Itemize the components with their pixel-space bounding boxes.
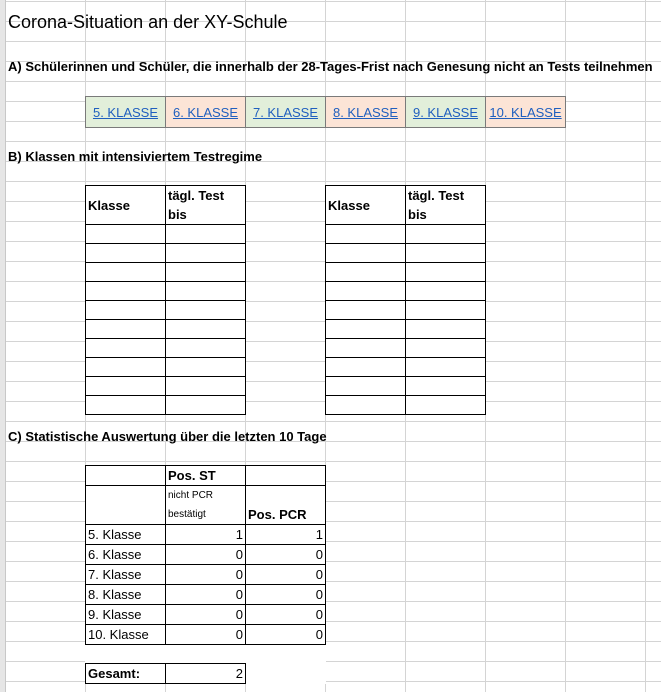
table-row bbox=[326, 396, 486, 415]
table-row bbox=[86, 358, 246, 377]
cell[interactable] bbox=[86, 320, 166, 339]
cell[interactable] bbox=[326, 282, 406, 301]
table-row bbox=[86, 525, 326, 545]
link-7-klasse[interactable]: 7. KLASSE bbox=[246, 97, 326, 127]
table-row bbox=[86, 282, 246, 301]
header-pos-st: Pos. ST bbox=[166, 466, 246, 486]
pos-pcr-value[interactable]: 0 bbox=[246, 625, 326, 645]
pos-st-value[interactable]: 0 bbox=[166, 565, 246, 585]
table-row bbox=[86, 585, 326, 605]
testregime-table-right bbox=[325, 185, 486, 415]
table-row bbox=[326, 339, 486, 358]
cell[interactable] bbox=[406, 244, 486, 263]
cell[interactable] bbox=[166, 320, 246, 339]
header-pos-pcr: Pos. PCR bbox=[246, 486, 326, 525]
cell[interactable] bbox=[166, 377, 246, 396]
link-10-klasse[interactable]: 10. KLASSE bbox=[486, 97, 565, 127]
row-label: 10. Klasse bbox=[86, 625, 166, 645]
header-test-bis: tägl. Test bis bbox=[406, 186, 486, 225]
cell[interactable] bbox=[166, 225, 246, 244]
table-row bbox=[326, 263, 486, 282]
statistics-table bbox=[85, 465, 326, 684]
cell[interactable] bbox=[86, 263, 166, 282]
pos-pcr-value[interactable]: 0 bbox=[246, 565, 326, 585]
cell[interactable] bbox=[166, 339, 246, 358]
spacer-row bbox=[86, 645, 326, 664]
class-links-bar bbox=[85, 96, 566, 128]
cell[interactable] bbox=[166, 282, 246, 301]
cell[interactable] bbox=[166, 244, 246, 263]
table-row bbox=[86, 565, 326, 585]
table-header-row bbox=[326, 186, 486, 225]
cell[interactable] bbox=[326, 301, 406, 320]
cell[interactable] bbox=[326, 339, 406, 358]
pos-st-value[interactable]: 0 bbox=[166, 545, 246, 565]
table-row bbox=[86, 339, 246, 358]
row-header-strip bbox=[0, 0, 6, 692]
pos-st-value[interactable]: 0 bbox=[166, 605, 246, 625]
table-row bbox=[326, 301, 486, 320]
row-label: 6. Klasse bbox=[86, 545, 166, 565]
total-value[interactable]: 2 bbox=[166, 664, 246, 684]
total-row bbox=[86, 664, 326, 684]
link-6-klasse[interactable]: 6. KLASSE bbox=[166, 97, 246, 127]
total-label: Gesamt: bbox=[86, 664, 166, 684]
table-subheader-row bbox=[86, 486, 326, 525]
header-klasse: Klasse bbox=[86, 186, 166, 225]
cell[interactable] bbox=[86, 377, 166, 396]
pos-st-value[interactable]: 0 bbox=[166, 585, 246, 605]
cell[interactable] bbox=[326, 377, 406, 396]
empty-header-cell bbox=[246, 466, 326, 486]
row-label: 9. Klasse bbox=[86, 605, 166, 625]
table-row bbox=[326, 244, 486, 263]
header-klasse: Klasse bbox=[326, 186, 406, 225]
page-title: Corona-Situation an der XY-Schule bbox=[8, 12, 288, 32]
table-row bbox=[326, 377, 486, 396]
table-row bbox=[86, 625, 326, 645]
table-header-row bbox=[86, 186, 246, 225]
link-8-klasse[interactable]: 8. KLASSE bbox=[326, 97, 406, 127]
cell[interactable] bbox=[326, 244, 406, 263]
pos-pcr-value[interactable]: 0 bbox=[246, 605, 326, 625]
cell[interactable] bbox=[406, 396, 486, 415]
cell[interactable] bbox=[86, 282, 166, 301]
cell[interactable] bbox=[326, 358, 406, 377]
table-row bbox=[326, 282, 486, 301]
table-row bbox=[326, 358, 486, 377]
cell[interactable] bbox=[86, 301, 166, 320]
row-label: 8. Klasse bbox=[86, 585, 166, 605]
cell[interactable] bbox=[86, 358, 166, 377]
testregime-table-left bbox=[85, 185, 246, 415]
section-b-heading: B) Klassen mit intensiviertem Testregime bbox=[8, 149, 263, 164]
cell[interactable] bbox=[86, 225, 166, 244]
section-c-heading: C) Statistische Auswertung über die letzten 10 Tage bbox=[8, 429, 327, 444]
cell[interactable] bbox=[406, 377, 486, 396]
cell[interactable] bbox=[166, 358, 246, 377]
cell[interactable] bbox=[166, 301, 246, 320]
table-row bbox=[86, 545, 326, 565]
link-5-klasse[interactable]: 5. KLASSE bbox=[86, 97, 166, 127]
pos-pcr-value[interactable]: 0 bbox=[246, 585, 326, 605]
cell[interactable] bbox=[406, 225, 486, 244]
table-row bbox=[86, 244, 246, 263]
row-label: 5. Klasse bbox=[86, 525, 166, 545]
table-row bbox=[86, 320, 246, 339]
cell[interactable] bbox=[86, 244, 166, 263]
table-row bbox=[86, 225, 246, 244]
cell[interactable] bbox=[406, 358, 486, 377]
empty-header-cell bbox=[86, 486, 166, 525]
cell[interactable] bbox=[326, 225, 406, 244]
pos-st-value[interactable]: 0 bbox=[166, 625, 246, 645]
cell[interactable] bbox=[406, 282, 486, 301]
pos-pcr-value[interactable]: 1 bbox=[246, 525, 326, 545]
empty-header-cell bbox=[86, 466, 166, 486]
table-row bbox=[326, 225, 486, 244]
pos-pcr-value[interactable]: 0 bbox=[246, 545, 326, 565]
cell[interactable] bbox=[166, 263, 246, 282]
row-label: 7. Klasse bbox=[86, 565, 166, 585]
table-header-row bbox=[86, 466, 326, 486]
cell[interactable] bbox=[326, 263, 406, 282]
table-row bbox=[86, 377, 246, 396]
cell[interactable] bbox=[406, 320, 486, 339]
table-row bbox=[86, 396, 246, 415]
cell[interactable] bbox=[326, 396, 406, 415]
cell[interactable] bbox=[86, 396, 166, 415]
header-test-bis: tägl. Test bis bbox=[166, 186, 246, 225]
table-row bbox=[326, 320, 486, 339]
table-row bbox=[86, 301, 246, 320]
table-row bbox=[86, 605, 326, 625]
cell[interactable] bbox=[406, 301, 486, 320]
pos-st-value[interactable]: 1 bbox=[166, 525, 246, 545]
pos-st-note: nicht PCR bestätigt bbox=[166, 486, 246, 525]
cell[interactable] bbox=[86, 339, 166, 358]
cell[interactable] bbox=[166, 396, 246, 415]
cell[interactable] bbox=[406, 263, 486, 282]
section-a-heading: A) Schülerinnen und Schüler, die innerhalb der 28-Tages-Frist nach Genesung nicht an Tests teilnehmen bbox=[8, 59, 653, 74]
cell[interactable] bbox=[406, 339, 486, 358]
table-row bbox=[86, 263, 246, 282]
link-9-klasse[interactable]: 9. KLASSE bbox=[406, 97, 486, 127]
cell[interactable] bbox=[326, 320, 406, 339]
